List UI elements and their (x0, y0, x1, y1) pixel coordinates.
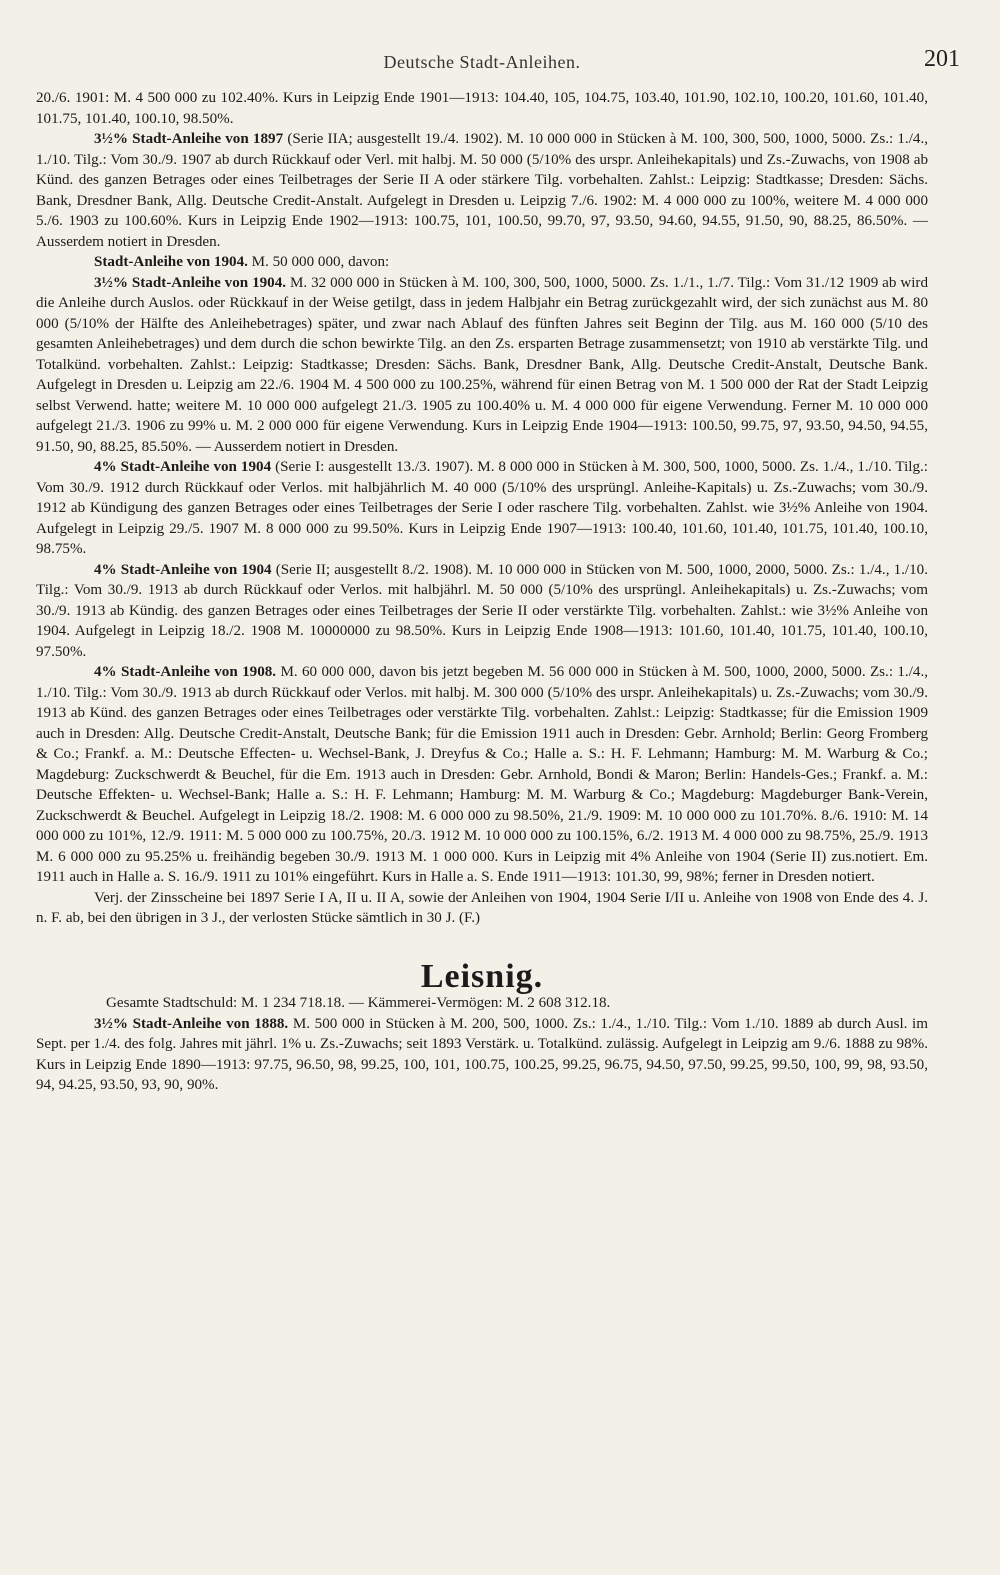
paragraph (36, 273, 928, 458)
paragraph-text: 20./6. 1901: M. 4 500 000 zu 102.40%. Kurs in Leipzig Ende 1901—1913: 104.40, 105, 104.75, 103.40, 101.90, 102.10, 100.20, 101.60, 101.40, 101.75, 101.40, 100.10, 98.50%. (36, 90, 928, 127)
paragraph-text: M. 60 000 000, davon bis jetzt begeben M. 56 000 000 in Stücken à M. 500, 1000, 2000, 5000. Zs.: 1./4., 1./10. Tilg.: Vom 30./9. 1913 ab durch Rückkauf oder Verlos. mit halbj. M. 300 000 (5/10% des urspr. Anleihekapitals) u. Zs.-Zuwachs; vom 30./9. 1913 ab Künd. des ganzen Betrages oder eines Teilbetrages oder verstärkte Tilg. vorbehalten. Zahlst.: Leipzig: Stadtkasse; für die Emission 1909 auch in Dresden: Allg. Deutsche Credit-Anstalt, Deutsche Bank; für die Emission 1911 auch in Dresden: Gebr. Arnhold; Berlin: Georg Fromberg & Co.; Frankf. a. M.: Deutsche Effecten- u. Wechsel-Bank, J. Dreyfus & Co.; Halle a. S.: H. F. Lehmann; Hamburg: M. M. Warburg & Co.; Magdeburg: Zuckschwerdt & Beuchel, für die Em. 1913 auch in Dresden: Gebr. Arnhold, Bondi & Maron; Berlin: Handels-Ges.; Frankf. a. M.: Deutsche Effekten- u. Wechsel-Bank; Halle a. S.: H. F. Lehmann; Hamburg: M. M. Warburg & Co.; Magdeburg: Magdeburger Bank-Verein, Zuckschwerdt & Beuchel. Aufgelegt in Leipzig 18./2. 1908: M. 6 000 000 zu 98.50%, 21./9. 1909: M. 10 000 000 zu 101.70%. 8./6. 1910: M. 14 000 000 zu 101%, 12./9. 1911: M. 5 000 000 zu 100.75%, 20./3. 1912 M. 10 000 000 zu 100.15%, 6./2. 1913 M. 4 000 000 zu 98.75%, 25./9. 1913 M. 6 000 000 zu 95.25% u. freihändig begeben 30./9. 1913 M. 1 000 000. Kurs in Leipzig mit 4% Anleihe von 1904 (Serie II) zus.notiert. Em. 1911 auch in Halle a. S. 16./9. 1911 zu 101% eingeführt. Kurs in Halle a. S. Ende 1911—1913: 101.30, 99, 98%; ferner in Dresden notiert. (36, 664, 928, 885)
page-number: 201 (924, 46, 960, 72)
paragraph (36, 888, 928, 929)
running-title: Deutsche Stadt-Anleihen. (383, 52, 581, 72)
paragraph-text: M. 32 000 000 in Stücken à M. 100, 300, 500, 1000, 5000. Zs. 1./1., 1./7. Tilg.: Vom 31./12 1909 ab wird die Anleihe durch Auslos. oder Rückkauf in der Weise getilgt, dass in jedem Halbjahr ein Betrag zurückgezahlt wird, der sich zunächst aus M. 80 000 (5/10% der Hälfte des Anleihebetrages) später, und zwar nach Ablauf des fünften Jahres seit Beginn der Tilg. aus M. 160 000 (5/10 des gesamten Anleihebetrages) und dem durch die schon bewirkte Tilg. an den Zs. ersparten Betrage zusammensetzt; von 1910 ab verstärkte Tilg. und Totalkünd. vorbehalten. Zahlst.: Leipzig: Stadtkasse; Dresden: Sächs. Bank, Dresdner Bank, Allg. Deutsche Credit-Anstalt, Deutsche Bank. Aufgelegt in Dresden u. Leipzig am 22./6. 1904 M. 4 500 000 zu 100.25%, während für einen Betrag von M. 1 500 000 der Rat der Stadt Leipzig selbst Verwend. hatte; weitere M. 10 000 000 aufgelegt 21./3. 1905 zu 100.40% u. M. 4 000 000 für eigene Verwendung. Ferner M. 10 000 000 aufgelegt 21./3. 1906 zu 99% u. M. 2 000 000 für eigene Verwendung. Kurs in Leipzig Ende 1904—1913: 100.50, 99.75, 97, 93.50, 94.50, 94.55, 91.50, 90, 88.25, 85.50%. — Ausserdem notiert in Dresden. (36, 274, 928, 455)
paragraph (36, 1014, 928, 1096)
paragraph-text: M. 50 000 000, davon: (247, 254, 390, 270)
paragraph-text: (Serie II; ausgestellt 8./2. 1908). M. 10 000 000 in Stücken von M. 500, 1000, 2000, 5000. Zs.: 1./4., 1./10. Tilg.: Vom 30./9. 1913 ab durch Rückkauf oder Verlos. mit halbjährl. M. 50 000 (5/10% des ursprüngl. Anleihekapitals) u. Zs.-Zuwachs; vom 30./9. 1913 ab Kündig. des ganzen Betrages oder eines Teilbetrages der Serie II oder verstärkte Tilg. vorbehalten. Zahlst.: wie 3½% Anleihe von 1904. Aufgelegt in Leipzig 18./2. 1908 M. 10000000 zu 98.50%. Kurs in Leipzig Ende 1908—1913: 101.60, 101.40, 101.75, 101.40, 100.10, 97.50%. (36, 561, 928, 660)
section-title: Leisnig. (420, 957, 544, 995)
paragraph (36, 457, 928, 560)
paragraph-text: Verj. der Zinsscheine bei 1897 Serie I A, II u. II A, sowie der Anleihen von 1904, 1904 Serie I/II u. Anleihe von 1908 von Ende des 4. J. n. F. ab, bei den übrigen in 3 J., der verlosten Stücke sämtlich in 30 J. (F.) (36, 889, 928, 926)
paragraph (36, 129, 928, 252)
entry-heading: Stadt-Anleihe von 1904. (94, 254, 248, 270)
running-head (36, 44, 960, 88)
entry-heading: 3½% Stadt-Anleihe von 1888. (94, 1015, 289, 1032)
paragraph (36, 662, 928, 888)
entry-heading: 4% Stadt-Anleihe von 1908. (94, 664, 277, 680)
entry-heading: 4% Stadt-Anleihe von 1904 (94, 561, 272, 578)
entry-heading: 3½% Stadt-Anleihe von 1897 (94, 131, 284, 147)
entry-heading: 4% Stadt-Anleihe von 1904 (94, 459, 272, 475)
paragraph (36, 560, 928, 663)
paragraph-text: M. 500 000 in Stücken à M. 200, 500, 1000. Zs.: 1./4., 1./10. Tilg.: Vom 1./10. 1889 ab durch Ausl. im Sept. per 1./4. des folg. Jahres mit jährl. 1% u. Zs.-Zuwachs; seit 1893 Verstärk. u. Totalkünd. zulässig. Aufgelegt in Leipzig am 9./6. 1888 zu 98%. Kurs in Leipzig Ende 1890—1913: 97.75, 96.50, 98, 99.25, 100, 101, 100.75, 100.25, 99.25, 96.75, 94.50, 97.50, 99.25, 99.50, 100, 99, 98, 93.50, 94, 94.25, 93.50, 93, 90, 90%. (36, 1015, 928, 1093)
paragraph (36, 88, 928, 129)
section-lead: Gesamte Stadtschuld: M. 1 234 718.18. — Kämmerei-Vermögen: M. 2 608 312.18. (106, 995, 611, 1011)
body-text (36, 88, 928, 1096)
paragraph (36, 252, 928, 273)
entry-heading: 3½% Stadt-Anleihe von 1904. (94, 274, 287, 291)
paragraph-text: (Serie IIA; ausgestellt 19./4. 1902). M. 10 000 000 in Stücken à M. 100, 300, 500, 1000, 5000. Zs.: 1./4., 1./10. Tilg.: Vom 30./9. 1907 ab durch Rückkauf oder Verl. mit halbj. M. 50 000 (5/10% des urspr. Anleihekapitals) und Zs.-Zuwachs, von 1908 ab Künd. des ganzen Betrages oder eines Teilbetrages der Serie II A oder stärkere Tilg. vorbehalten. Zahlst.: Leipzig: Stadtkasse; Dresden: Sächs. Bank, Dresdner Bank, Allg. Deutsche Credit-Anstalt. Aufgelegt in Dresden u. Leipzig 7./6. 1902: M. 4 000 000 zu 100%, weitere M. 4 000 000 5./6. 1903 zu 100.60%. Kurs in Leipzig Ende 1902—1913: 100.75, 101, 100.50, 99.70, 97, 93.50, 94.60, 94.55, 91.50, 90, 88.25, 86.50%. — Ausserdem notiert in Dresden. (36, 131, 928, 250)
paragraph-text: (Serie I: ausgestellt 13./3. 1907). M. 8 000 000 in Stücken à M. 300, 500, 1000, 5000. Zs. 1./4., 1./10. Tilg.: Vom 30./9. 1912 durch Rückkauf oder Verlos. mit halbjährlich M. 40 000 (5/10% des ursprüngl. Anleihe-Kapitals) u. Zs.-Zuwachs; vom 30./9. 1912 ab Kündigung des ganzen Betrages oder eines Teilbetrages der Serie I oder raschere Tilg. vorbehalten. Zahlst. wie 3½% Anleihe von 1904. Aufgelegt in Leipzig 29./5. 1907 M. 8 000 000 zu 99.50%. Kurs in Leipzig Ende 1907—1913: 100.40, 101.60, 101.40, 101.75, 101.40, 100.10, 98.75%. (36, 459, 929, 557)
